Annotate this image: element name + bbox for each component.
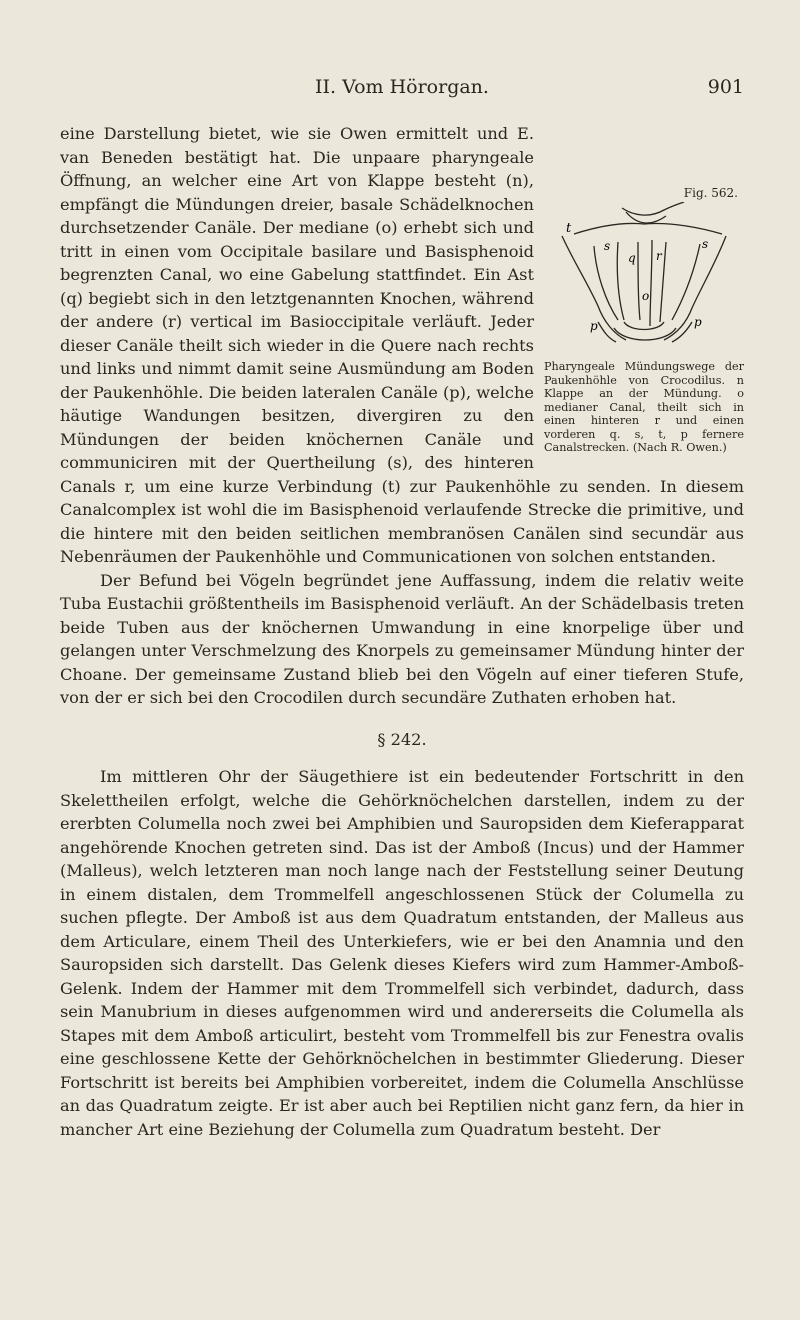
- page-number: 901: [707, 76, 744, 98]
- figure-label: Fig. 562.: [683, 186, 738, 200]
- letter-s-right: s: [702, 237, 709, 251]
- letter-p-left: p: [590, 319, 598, 333]
- figure-562: [544, 182, 744, 465]
- figure-illustration: [554, 202, 734, 357]
- letter-p-right: p: [694, 315, 702, 329]
- caption-title: Pharyngeale Mündungswege der Paukenhöhle von Crocodilus.: [544, 360, 744, 387]
- paragraph-mammals: Im mittleren Ohr der Säugethiere ist ein bedeutender Fortschritt in den Skelettheilen erfolgt, welche die Gehörknöchelchen darstellen, indem zu der ererbten Columella noch zwei bei Amphibien und Sauropsiden dem Kieferapparat angehörende Knochen getreten sind. Das ist der Amboß (Incus) und der Hammer (Malleus), welch letzteren man noch lange nach der Feststellung seiner Deutung in einem distalen, dem Trommelfell angeschlossenen Stück der Columella zu suchen pflegte. Der Amboß ist aus dem Quadratum entstanden, der Malleus aus dem Articulare, einem Theil des Unterkiefers, wie er bei den Anamnia und den Sauropsiden sich darstellt. Das Gelenk dieses Kiefers wird zum Hammer-Amboß-Gelenk. Indem der Hammer mit dem Trommelfell sich verbindet, dadurch, dass sein Manubrium in dieses aufgenommen wird und andererseits die Columella als Stapes mit dem Amboß articulirt, besteht vom Trommelfell bis zur Fenestra ovalis eine geschlossene Kette der Gehörknöchelchen in bestimmter Gliederung. Dieser Fortschritt ist bereits bei Amphibien vorbereitet, indem die Columella Anschlüsse an das Quadratum zeigte. Er ist aber auch bei Reptilien nicht ganz fern, da hier in mancher Art eine Beziehung der Columella zum Quadratum besteht. Der: [60, 767, 744, 1139]
- text-body: [60, 122, 744, 1141]
- paragraph-owen-canals: eine Darstellung bietet, wie sie Owen ermittelt und E. van Beneden bestätigt hat. Die unpaare pharyngeale Öffnung, an welcher eine Art von Klappe besteht (n), empfängt die Mündungen dreier, basale Schädelknochen durchsetzender Canäle. Der mediane (o) erhebt sich und tritt in einen vom Occipitale basilare und Basisphenoid begrenzten Canal, wo eine Gabelung stattfindet. Ein Ast (q) begiebt sich in den letztgenannten Knochen, während der andere (r) vertical im Basioccipitale verläuft. Jeder dieser Canäle theilt sich wieder in die Quere nach rechts und links und nimmt damit seine Ausmündung am Boden der Paukenhöhle. Die beiden lateralen Canäle (p), welche häutige Wandungen besitzen, divergiren zu den Mündungen der beiden knöchernen Canäle und communiciren mit der Quertheilung (s), des hinteren Canals r, um eine kurze Verbindung (t) zur Paukenhöhle zu senden. In diesem Canalcomplex ist wohl die im Basisphenoid verlaufende Strecke die primitive, und die hintere mit den beiden seitlichen membranösen Canälen sind secundär aus Nebenräumen der Paukenhöhle und Communicationen von solchen entstanden.: [60, 124, 744, 566]
- letter-s-left: s: [604, 239, 611, 253]
- letter-q: q: [628, 251, 636, 265]
- figure-caption: [544, 360, 744, 455]
- section-heading: § 242.: [377, 729, 427, 749]
- running-header: [60, 76, 744, 102]
- letter-r: r: [656, 249, 662, 263]
- chapter-title: II. Vom Hörorgan.: [315, 76, 489, 98]
- letter-t: t: [566, 221, 572, 236]
- paragraph-birds: Der Befund bei Vögeln begründet jene Auffassung, indem die relativ weite Tuba Eustachii größtentheils im Basisphenoid verläuft. An der Schädelbasis treten beide Tuben aus der knöchernen Umwandung in eine knorpelige über und gelangen unter Verschmelzung des Knorpels zu gemeinsamer Mündung hinter der Choane. Der gemeinsame Zustand blieb bei den Vögeln auf einer tieferen Stufe, von der er sich bei den Crocodilen durch secundäre Zuthaten erhoben hat.: [60, 570, 744, 707]
- letter-o: o: [642, 289, 650, 303]
- caption-body: n Klappe an der Mündung. o medianer Canal, theilt sich in einen hinteren r und einen vorderen q. s, t, p fernere Canalstrecken. (Nach R. Owen.): [544, 373, 744, 454]
